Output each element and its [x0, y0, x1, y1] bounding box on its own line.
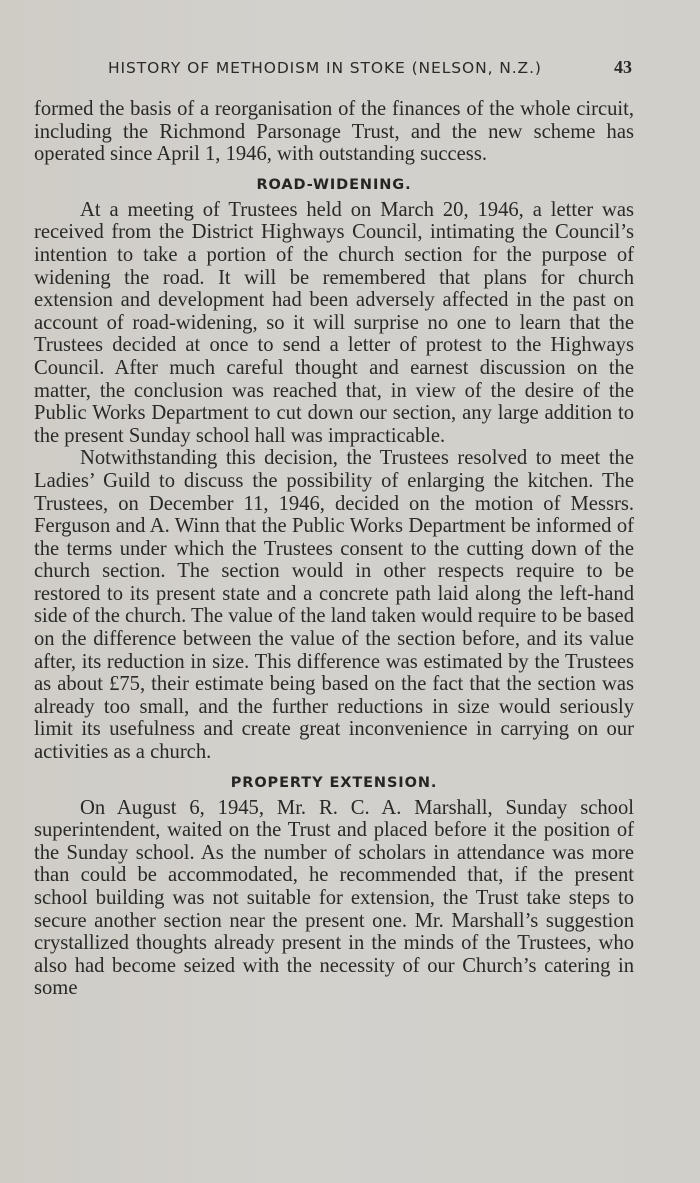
page-header: [108, 57, 632, 83]
paragraph-continuation: formed the basis of a reorganisation of the finances of the whole circuit, including the Richmond Parsonage Trust, and the new scheme has operated since April 1, 1946, with outstanding success.: [34, 98, 634, 166]
running-head: HISTORY OF METHODISM IN STOKE (NELSON, N.Z.): [108, 59, 542, 77]
page-number: 43: [614, 57, 632, 77]
paragraph-marshall: On August 6, 1945, Mr. R. C. A. Marshall, Sunday school superintendent, waited on the Trust and placed before it the position of the Sunday school. As the number of scholars in attendance was more than could be accommodated, he recommended that, if the present school building was not suitable for extension, the Trust take steps to secure another section near the present one. Mr. Marshall’s suggestion crystallized thoughts already present in the minds of the Trustees, who also had become seized with the necessity of our Church’s catering in some: [34, 796, 634, 1000]
paragraph-trustees-meeting: At a meeting of Trustees held on March 20, 1946, a letter was received from the District Highways Council, intimating the Council’s intention to take a portion of the church section for the purpose of widening the road. It will be remembered that plans for church extension and development had been adversely affected in the past on account of road-widening, so it will surprise no one to learn that the Trustees decided at once to send a letter of protest to the Highways Council. After much careful thought and earnest discussion on the matter, the conclusion was reached that, in view of the desire of the Public Works Department to cut down our section, any large addition to the present Sunday school hall was impracticable.: [34, 198, 634, 447]
section-heading-property-extension: PROPERTY EXTENSION.: [230, 774, 438, 791]
section-heading-road-widening: ROAD-WIDENING.: [256, 176, 412, 193]
paragraph-ladies-guild: Notwithstanding this decision, the Trustees resolved to meet the Ladies’ Guild to discuss the possibility of enlarging the kitchen. The Trustees, on December 11, 1946, decided on the motion of Messrs. Ferguson and A. Winn that the Public Works Department be informed of the terms under which the Trustees consent to the cutting down of the church section. The section would in other respects require to be restored to its present state and a concrete path laid along the left-hand side of the church. The value of the land taken would require to be based on the difference between the value of the section before, and its value after, its reduction in size. This difference was estimated by the Trustees as about £75, their estimate being based on the fact that the section was already too small, and the further reductions in size would seriously limit its usefulness and create great inconvenience in carrying on our activities as a church.: [34, 447, 634, 764]
body-text: [34, 98, 634, 1000]
